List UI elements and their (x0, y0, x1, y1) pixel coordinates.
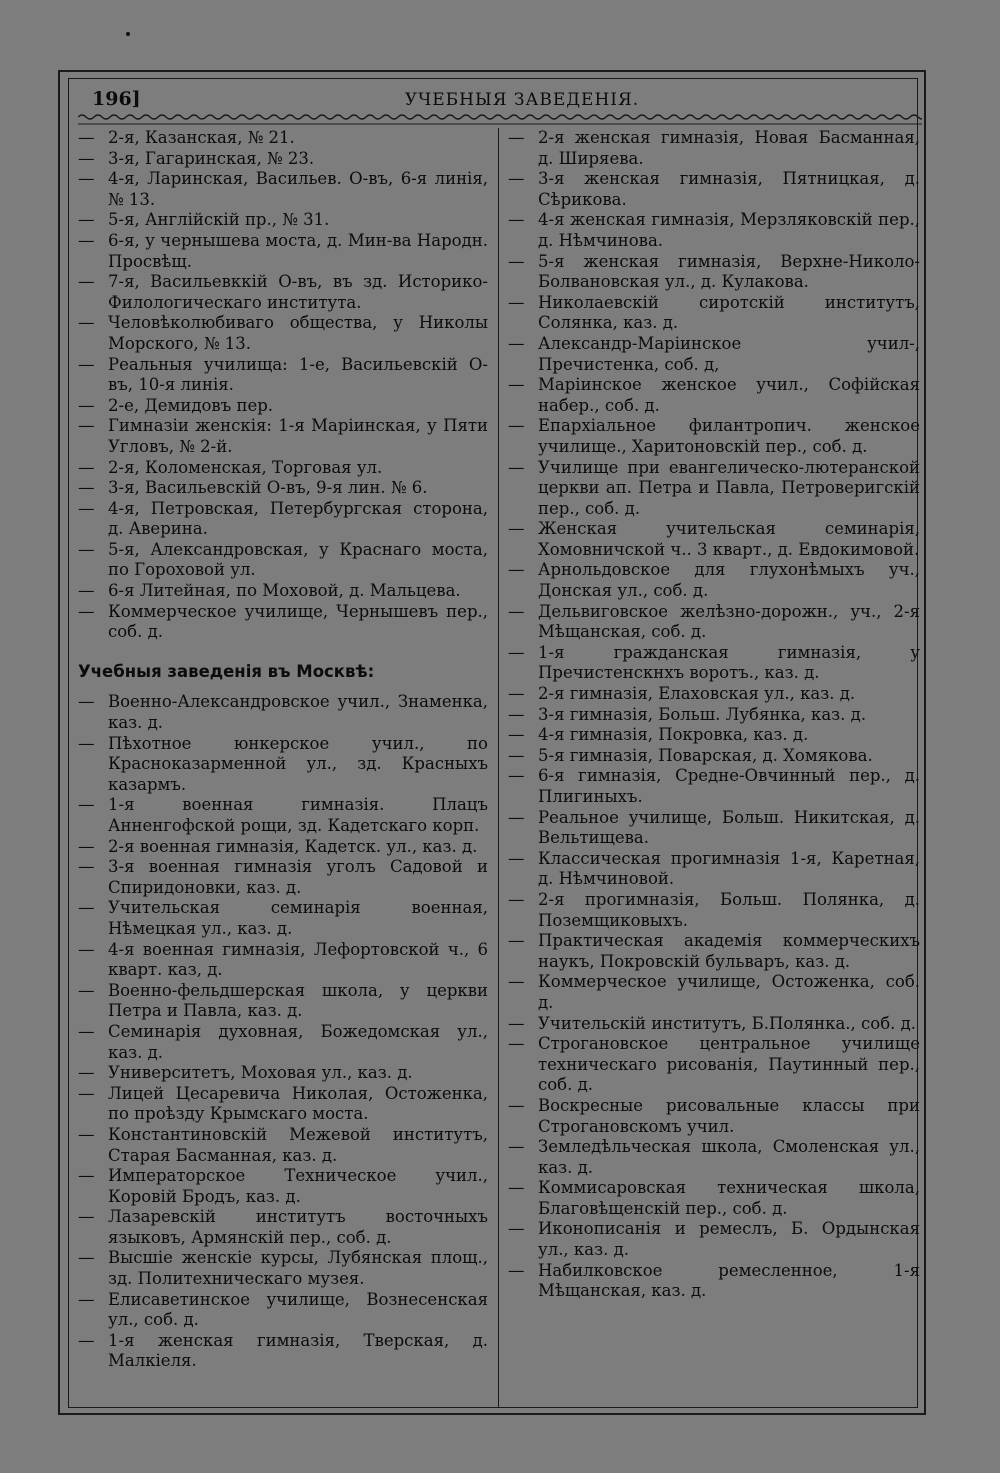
entry-text: Военно-фельдшерская школа, у церкви Петра и Павла, каз. д. (108, 980, 488, 1021)
entry-text: Коммерческое училище, Чернышевъ пер., соб. д. (108, 601, 488, 642)
entry-text: 1-я женская гимназія, Тверская, д. Малкіеля. (108, 1330, 488, 1371)
entry-dash: — (508, 725, 525, 745)
list-entry (78, 795, 488, 836)
entry-text: 6-я гимназія, Средне-Овчинный пер., д. Плигиныхъ. (538, 766, 920, 806)
moscow-list-left (78, 692, 488, 1372)
entry-dash: — (508, 128, 525, 147)
entry-dash: — (508, 292, 525, 312)
entry-dash: — (78, 210, 95, 230)
entry-text: Лицей Цесаревича Николая, Остоженка, по проѣзду Крымскаго моста. (108, 1083, 488, 1124)
entry-dash: — (508, 931, 525, 951)
entry-dash: — (78, 354, 95, 374)
entry-text: 4-я военная гимназія, Лефортовской ч., 6 кварт. каз, д. (108, 939, 488, 980)
list-entry (78, 1290, 488, 1331)
list-entry (78, 1166, 488, 1207)
entry-dash: — (78, 313, 95, 333)
entry-text: 2-я, Казанская, № 21. (108, 128, 295, 147)
entry-text: 6-я Литейная, по Моховой, д. Мальцева. (108, 581, 461, 601)
list-entry (508, 684, 920, 705)
list-entry (508, 766, 920, 807)
entry-text: 5-я, Александровская, у Краснаго моста, по Гороховой ул. (108, 539, 488, 580)
list-entry (78, 1125, 488, 1166)
entry-dash: — (78, 539, 95, 559)
list-entry (78, 169, 488, 210)
section-title-moscow: Учебныя заведенія въ Москвѣ: (78, 661, 375, 681)
entry-text: Женская учительская семинарія, Хомовничской ч.. 3 кварт., д. Евдокимовой. (538, 519, 920, 559)
entry-dash: — (78, 1063, 95, 1083)
list-entry (78, 231, 488, 272)
entry-text: Университетъ, Моховая ул., каз. д. (108, 1063, 413, 1083)
list-entry (508, 972, 920, 1013)
entry-text: 1-я гражданская гимназія, у Пречистенскнхъ воротъ., каз. д. (538, 642, 920, 683)
entry-text: 6-я, у чернышева моста, д. Мин-ва Народн. Просвѣщ. (108, 230, 488, 271)
entry-text: Учительскій институтъ, Б.Полянка., соб. д. (538, 1013, 917, 1033)
list-entry (508, 416, 920, 457)
list-entry (78, 478, 488, 499)
entry-dash: — (78, 836, 95, 856)
entry-dash: — (508, 416, 525, 436)
list-entry (78, 581, 488, 602)
entry-dash: — (508, 766, 525, 786)
list-entry (78, 602, 488, 643)
list-entry (78, 734, 488, 796)
entry-dash: — (78, 857, 95, 877)
entry-text: Константиновскій Межевой институтъ, Старая Басманная, каз. д. (108, 1124, 488, 1165)
entry-text: Пѣхотное юнкерское учил., по Красноказарменной ул., зд. Красныхъ казармъ. (108, 733, 488, 794)
entry-dash: — (78, 230, 95, 250)
entry-dash: — (508, 601, 525, 621)
entry-text: 5-я женская гимназія, Верхне-Николо-Болвановская ул., д. Кулакова. (538, 251, 920, 292)
list-entry (508, 560, 920, 601)
list-entry (78, 898, 488, 939)
entry-text: Высшіе женскіе курсы, Лубянская площ., зд. Политехническаго музея. (108, 1248, 488, 1289)
entry-dash: — (78, 1166, 95, 1186)
entry-text: 3-я военная гимназія уголъ Садовой и Спиридоновки, каз. д. (108, 857, 488, 897)
list-entry (508, 375, 920, 416)
entry-text: 4-я, Ларинская, Васильев. О-въ, 6-я линія, № 13. (108, 169, 488, 209)
entry-text: Реальныя училища: 1-е, Васильевскій О-въ, 10-я линія. (108, 354, 488, 395)
entry-text: Воскресные рисовальные классы при Строгановскомъ учил. (538, 1095, 920, 1136)
entry-dash: — (78, 733, 95, 753)
entry-dash: — (508, 457, 525, 477)
entry-text: Лазаревскій институтъ восточныхъ языковъ, Армянскій пер., соб. д. (108, 1207, 488, 1247)
list-entry (78, 1084, 488, 1125)
list-entry (508, 725, 920, 746)
page-number: 196] (92, 88, 141, 110)
ink-speck (126, 32, 130, 36)
entry-dash: — (78, 395, 95, 415)
list-entry (508, 210, 920, 251)
list-entry (78, 1331, 488, 1372)
entry-dash: — (508, 684, 525, 704)
list-entry (508, 1261, 920, 1302)
entry-dash: — (78, 1021, 95, 1041)
entry-dash: — (508, 1013, 525, 1033)
entry-dash: — (508, 889, 525, 909)
list-entry (78, 458, 488, 479)
entry-dash: — (508, 745, 525, 765)
running-title: УЧЕБНЫЯ ЗАВЕДЕНІЯ. (404, 90, 640, 110)
left-column (78, 128, 488, 1372)
list-entry (78, 692, 488, 733)
entry-dash: — (78, 795, 95, 815)
list-entry (508, 252, 920, 293)
entry-text: 2-я женская гимназія, Новая Басманная, д. Ширяева. (538, 128, 920, 168)
entry-dash: — (78, 416, 95, 436)
entry-text: Строгановское центральное училище техническаго рисованія, Паутинный пер., соб. д. (538, 1034, 920, 1095)
entry-text: Военно-Александровское учил., Знаменка, каз. д. (108, 692, 488, 733)
entry-dash: — (78, 601, 95, 621)
entry-text: 4-я женская гимназія, Мерзляковскій пер., д. Нѣмчинова. (538, 210, 920, 250)
entry-dash: — (78, 1289, 95, 1309)
entry-text: 7-я, Васильевккій О-въ, въ зд. Историко-Филологическаго института. (108, 272, 488, 312)
list-entry (78, 1022, 488, 1063)
entry-text: Императорское Техническое учил., Коровій Бродъ, каз. д. (108, 1166, 488, 1206)
entry-dash: — (508, 1260, 525, 1280)
entry-text: Человѣколюбиваго общества, у Николы Морского, № 13. (108, 313, 488, 353)
list-entry (508, 128, 920, 169)
list-entry (78, 499, 488, 540)
entry-text: 2-я прогимназія, Больш. Полянка, д. Поземщиковыхъ. (538, 889, 920, 930)
entry-dash: — (78, 1083, 95, 1103)
entry-text: 3-я, Гагаринская, № 23. (108, 148, 315, 168)
entry-dash: — (508, 1034, 525, 1054)
list-entry (78, 313, 488, 354)
entry-dash: — (508, 972, 525, 992)
entry-dash: — (508, 642, 525, 662)
list-entry (508, 602, 920, 643)
list-entry (78, 416, 488, 457)
entry-text: Гимназіи женскія: 1-я Маріинская, у Пяти Угловъ, № 2-й. (108, 416, 488, 456)
entry-dash: — (78, 1207, 95, 1227)
entry-dash: — (78, 1248, 95, 1268)
entry-text: Елисаветинское училище, Вознесенская ул., соб. д. (108, 1289, 488, 1330)
list-entry (508, 458, 920, 520)
entry-text: Училище при евангелическо-лютеранской церкви ап. Петра и Павла, Петроверигскій пер., соб. д. (538, 457, 920, 518)
entry-text: Дельвиговское желѣзно-дорожн., уч., 2-я Мѣщанская, соб. д. (538, 601, 920, 642)
entry-dash: — (508, 169, 525, 189)
list-entry (508, 169, 920, 210)
entry-dash: — (78, 169, 95, 189)
list-entry (508, 1137, 920, 1178)
list-entry (508, 643, 920, 684)
list-entry (78, 540, 488, 581)
list-entry (78, 128, 488, 149)
entry-text: Арнольдовское для глухонѣмыхъ уч., Донская ул., соб. д. (538, 560, 920, 601)
list-entry (78, 210, 488, 231)
entry-dash: — (78, 1124, 95, 1144)
entry-dash: — (78, 128, 95, 147)
entry-dash: — (78, 272, 95, 292)
list-entry (508, 849, 920, 890)
list-entry (508, 1178, 920, 1219)
entry-text: Практическая академія коммерческихъ наукъ, Покровскій бульваръ, каз. д. (538, 931, 920, 971)
list-entry (508, 705, 920, 726)
entry-dash: — (78, 457, 95, 477)
wavy-rule (78, 112, 922, 126)
entry-text: 5-я, Англійскій пр., № 31. (108, 210, 330, 230)
list-entry (508, 746, 920, 767)
entry-text: Семинарія духовная, Божедомская ул., каз. д. (108, 1021, 488, 1062)
entry-text: 4-я гимназія, Покровка, каз. д. (538, 725, 809, 745)
list-entry (508, 334, 920, 375)
list-entry (78, 396, 488, 417)
entry-dash: — (508, 375, 525, 395)
entry-text: Реальное училище, Больш. Никитская, д. Вельтищева. (538, 807, 920, 848)
list-entry (78, 857, 488, 898)
list-entry (508, 293, 920, 334)
entry-dash: — (78, 581, 95, 601)
entry-dash: — (78, 478, 95, 498)
list-entry (508, 931, 920, 972)
entry-text: Коммисаровская техническая школа, Благовѣщенскій пер., соб. д. (538, 1178, 920, 1218)
entry-dash: — (508, 251, 525, 271)
list-entry (508, 519, 920, 560)
entry-dash: — (508, 1178, 525, 1198)
entry-text: 5-я гимназія, Поварская, д. Хомякова. (538, 745, 873, 765)
list-entry (508, 1034, 920, 1096)
entry-text: Николаевскій сиротскій институтъ, Солянка, каз. д. (538, 292, 920, 333)
entry-text: 2-я военная гимназія, Кадетск. ул., каз. д. (108, 836, 478, 856)
entry-text: 3-я, Васильевскій О-въ, 9-я лин. № 6. (108, 478, 428, 498)
entry-dash: — (78, 148, 95, 168)
list-entry (508, 1096, 920, 1137)
list-entry (508, 1014, 920, 1035)
entry-text: Епархіальное филантропич. женское училище., Харитоновскій пер., соб. д. (538, 416, 920, 456)
entry-dash: — (508, 333, 525, 353)
entry-dash: — (508, 704, 525, 724)
entry-text: Коммерческое училище, Остоженка, соб. д. (538, 972, 920, 1012)
list-entry (508, 1219, 920, 1260)
entry-text: Набилковское ремесленное, 1-я Мѣщанская, каз. д. (538, 1260, 920, 1301)
list-entry (78, 837, 488, 858)
entry-text: Учительская семинарія военная, Нѣмецкая ул., каз. д. (108, 898, 488, 938)
entry-dash: — (508, 1137, 525, 1157)
list-entry (78, 149, 488, 170)
entry-text: 1-я военная гимназія. Плацъ Анненгофской рощи, зд. Кадетскаго корп. (108, 795, 488, 835)
entry-dash: — (508, 519, 525, 539)
list-entry (78, 940, 488, 981)
entry-text: Иконописанія и ремеслъ, Б. Ордынская ул., каз. д. (538, 1219, 920, 1260)
petersburg-list (78, 128, 488, 643)
entry-dash: — (78, 980, 95, 1000)
entry-dash: — (78, 692, 95, 712)
list-entry (78, 981, 488, 1022)
column-separator (498, 128, 499, 1408)
list-entry (78, 1063, 488, 1084)
list-entry (508, 890, 920, 931)
entry-dash: — (78, 898, 95, 918)
entry-text: Маріинское женское учил., Софійская набер., соб. д. (538, 375, 920, 415)
list-entry (78, 1248, 488, 1289)
entry-dash: — (508, 1095, 525, 1115)
entry-dash: — (78, 498, 95, 518)
entry-text: Александр-Маріинское учил-, Пречистенка, соб. д, (538, 333, 920, 374)
entry-dash: — (508, 560, 525, 580)
list-entry (78, 1207, 488, 1248)
entry-dash: — (508, 807, 525, 827)
entry-text: 2-я гимназія, Елаховская ул., каз. д. (538, 684, 856, 704)
entry-text: Классическая прогимназія 1-я, Каретная, д. Нѣмчиновой. (538, 848, 920, 889)
list-entry (78, 272, 488, 313)
entry-text: 4-я, Петровская, Петербургская сторона, д. Аверина. (108, 498, 488, 539)
entry-dash: — (508, 210, 525, 230)
right-column (508, 128, 920, 1302)
list-entry (78, 355, 488, 396)
entry-dash: — (78, 1330, 95, 1350)
entry-dash: — (508, 848, 525, 868)
entry-text: 2-я, Коломенская, Торговая ул. (108, 457, 383, 477)
entry-text: 2-е, Демидовъ пер. (108, 395, 274, 415)
entry-dash: — (508, 1219, 525, 1239)
entry-dash: — (78, 939, 95, 959)
entry-text: Земледѣльческая школа, Смоленская ул., каз. д. (538, 1137, 920, 1177)
list-entry (508, 808, 920, 849)
entry-text: 3-я гимназія, Больш. Лубянка, каз. д. (538, 704, 867, 724)
entry-text: 3-я женская гимназія, Пятницкая, д. Сѣрикова. (538, 169, 920, 209)
moscow-list-right (508, 128, 920, 1302)
